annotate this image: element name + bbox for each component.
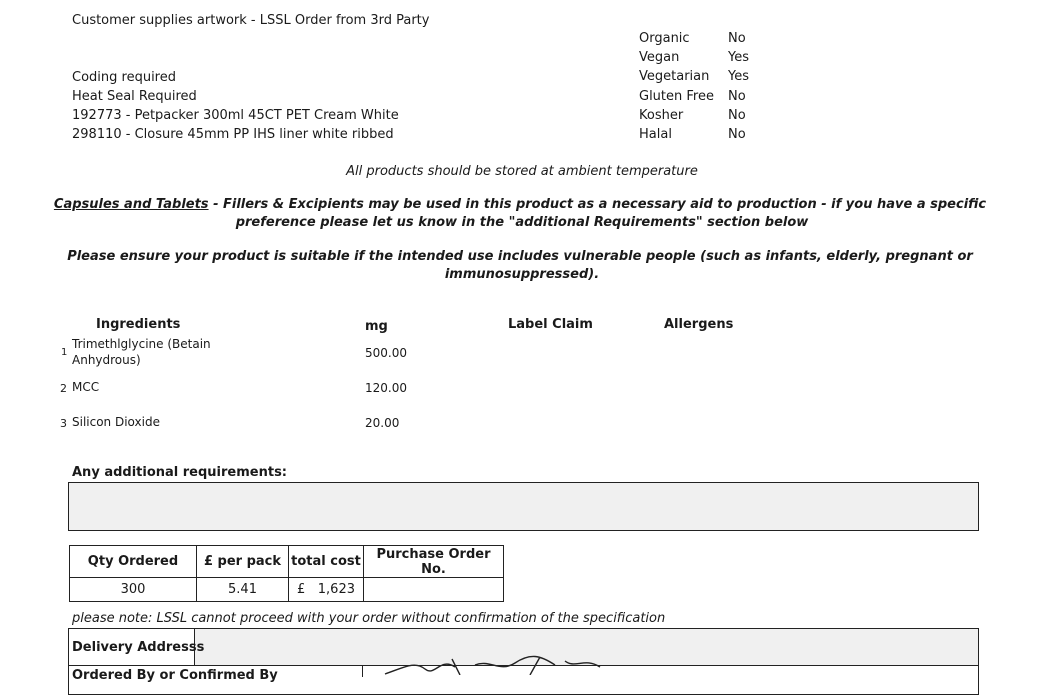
dietary-label: Vegetarian [639, 69, 710, 84]
row-number: 2 [60, 382, 67, 395]
confirmation-note: please note: LSSL cannot proceed with your order without confirmation of the specification [72, 611, 666, 626]
capsules-text: - Fillers & Excipients may be used in this product as a necessary aid to production - if you have a specific [208, 197, 987, 212]
total-cost-cell [289, 578, 364, 602]
dietary-value: No [728, 31, 746, 46]
additional-requirements-label: Any additional requirements: [72, 465, 288, 480]
po-header: Purchase Order No. [364, 546, 504, 578]
per-pack-value: 5.41 [197, 578, 289, 602]
heat-seal-line: Heat Seal Required [72, 89, 197, 104]
dietary-value: Yes [728, 69, 749, 84]
container-line: 192773 - Petpacker 300ml 45CT PET Cream White [72, 108, 399, 123]
dietary-label: Organic [639, 31, 690, 46]
capsules-note-line1 [0, 197, 1040, 212]
additional-requirements-field[interactable] [68, 482, 979, 531]
total-cost-header: total cost [289, 546, 364, 578]
vulnerable-note-line2: immunosuppressed). [444, 267, 600, 282]
signature-drawing [380, 655, 610, 675]
dietary-value: Yes [728, 50, 749, 65]
dietary-label: Halal [639, 127, 672, 142]
currency-symbol: £ [297, 582, 306, 597]
row-number: 1 [61, 347, 68, 358]
qty-header: Qty Ordered [70, 546, 197, 578]
allergens-header: Allergens [664, 317, 734, 332]
ingredient-mg: 500.00 [365, 346, 407, 360]
qty-value: 300 [70, 578, 197, 602]
artwork-line: Customer supplies artwork - LSSL Order from 3rd Party [72, 13, 430, 28]
dietary-label: Kosher [639, 108, 684, 123]
closure-line: 298110 - Closure 45mm PP IHS liner white ribbed [72, 127, 394, 142]
dietary-value: No [728, 108, 746, 123]
ingredient-name-line1: Trimethlglycine (Betain [72, 337, 211, 351]
ordered-by-divider [362, 665, 363, 677]
po-value[interactable] [364, 578, 504, 602]
delivery-address-label: Delivery Addresss [72, 640, 205, 655]
vulnerable-note-line1: Please ensure your product is suitable if the intended use includes vulnerable people (such as infants, elderly, pregnant or [67, 249, 973, 264]
label-claim-header: Label Claim [508, 317, 593, 332]
ingredient-mg: 20.00 [365, 416, 400, 430]
ingredient-mg: 120.00 [365, 381, 407, 395]
ingredient-name-line1: Silicon Dioxide [72, 415, 160, 429]
total-cost-value: 1,623 [317, 582, 355, 597]
dietary-value: No [728, 89, 746, 104]
per-pack-header: £ per pack [197, 546, 289, 578]
ingredients-header: Ingredients [96, 317, 181, 332]
mg-header: mg [365, 319, 388, 334]
order-table [69, 545, 504, 602]
capsules-title: Capsules and Tablets [53, 197, 209, 212]
ingredient-name-line2: Anhydrous) [72, 353, 141, 367]
coding-line: Coding required [72, 70, 176, 85]
dietary-label: Vegan [639, 50, 680, 65]
dietary-value: No [728, 127, 746, 142]
capsules-note-line2: preference please let us know in the "additional Requirements" section below [235, 215, 809, 230]
ordered-by-label: Ordered By or Confirmed By [72, 668, 278, 683]
dietary-label: Gluten Free [639, 89, 714, 104]
row-number: 3 [60, 417, 67, 430]
ingredient-name-line1: MCC [72, 380, 100, 394]
storage-note: All products should be stored at ambient temperature [346, 164, 698, 179]
